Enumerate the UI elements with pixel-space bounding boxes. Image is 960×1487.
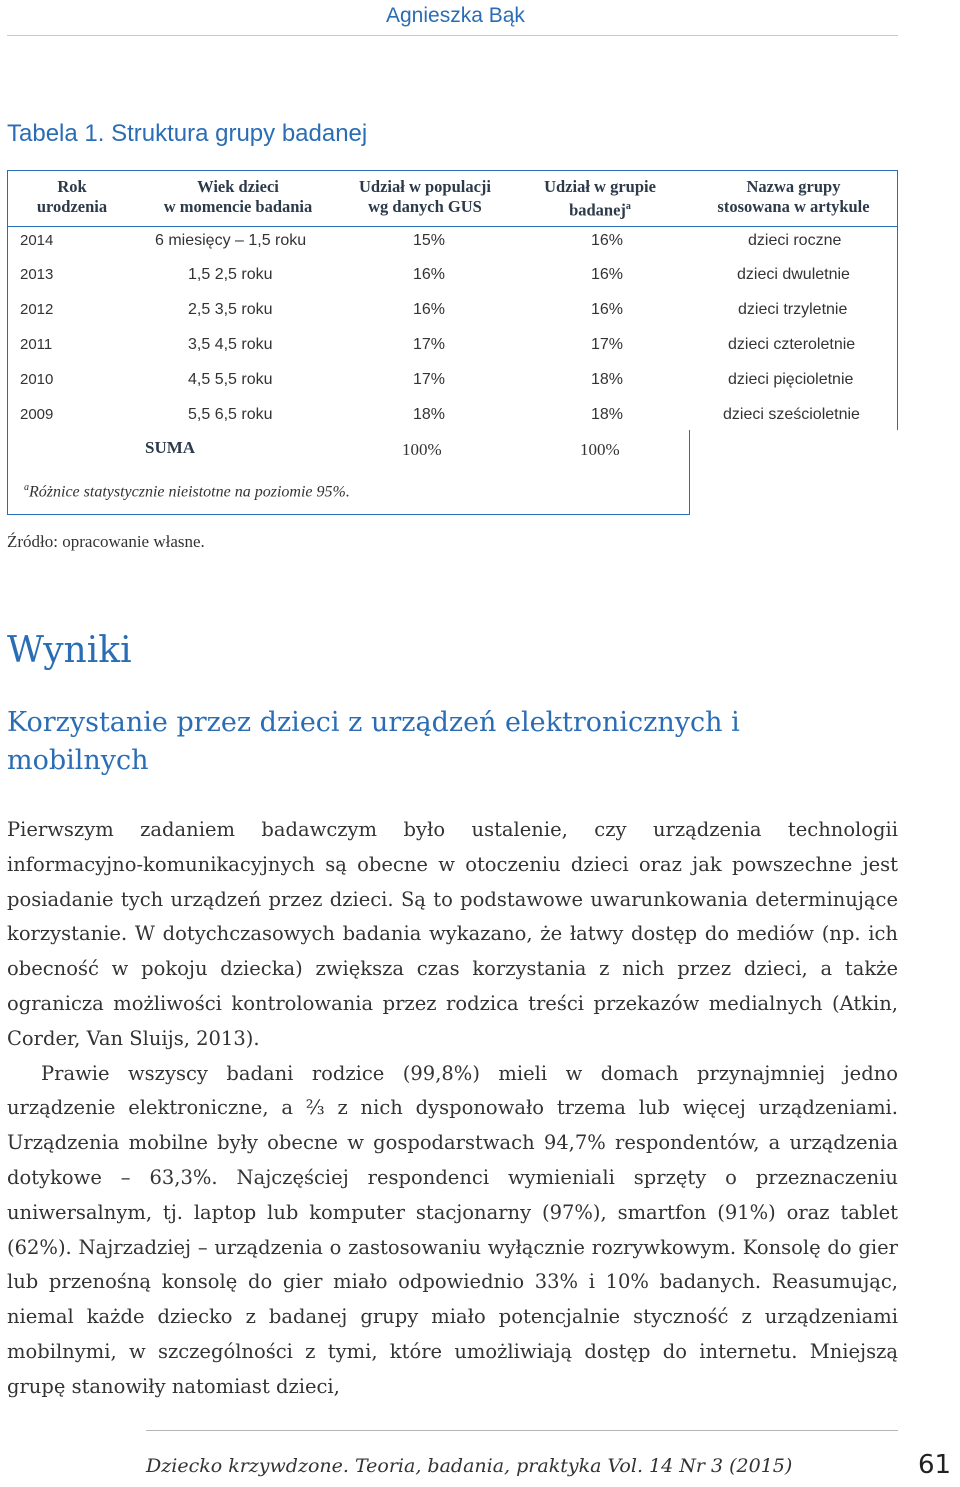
header-cell-group: Udział w grupie badanej$^a$ [544,177,656,220]
table-row: 2014 6 miesięcy – 1,5 roku 15% 16% dzieci roczne [20,232,842,249]
body-text [7,813,898,1405]
table-row: 2011 3,5 4,5 roku 17% 17% dzieci czteroletnie [20,336,856,353]
header-cell-population: Udział w populacji wg danych GUS [358,177,492,216]
table-header [7,170,898,226]
footer-divider [146,1430,898,1431]
header-cell-age: Wiek dzieci w momencie badania [163,177,313,216]
table-title: Tabela 1. Struktura grupy badanej [7,120,368,147]
table-header-divider [7,226,898,227]
table-row: 2013 1,5 2,5 roku 16% 16% dzieci dwuletnie [20,266,850,283]
header-cell-year: Rok urodzenia [36,177,108,216]
page-number: 61 [918,1450,952,1480]
table-sum-population: 100% [402,440,442,459]
running-header-author: Agnieszka Bąk [386,4,525,27]
header-divider [7,35,898,36]
table-row: 2010 4,5 5,5 roku 17% 18% dzieci pięcioletnie [20,371,854,388]
table-row: 2012 2,5 3,5 roku 16% 16% dzieci trzyletnie [20,301,848,318]
table-footnote: $^a$Różnice statystycznie nieistotne na poziomie 95%. [24,482,350,501]
paragraph: Pierwszym zadaniem badawczym było ustalenie, czy urządzenia technologii informacyjno-komunikacyjnych są obecne w otoczeniu dzieci oraz jak powszechne jest posiadanie tych urządzeń przez dzieci. Są to podstawowe uwarunkowania determinujące korzystanie. W dotychczasowych badania wykazano, że łatwy dostęp do mediów (np. ich obecność w pokoju dziecka) zwiększa czas korzystania z nich przez dzieci, a także ogranicza możliwości kontrolowania przez rodzica treści przekazów medialnych (Atkin, Corder, Van Sluijs, 2013). [7,818,898,1050]
section-subheading: Korzystanie przez dzieci z urządzeń elektronicznych i mobilnych [7,707,740,776]
table-row: 2009 5,5 6,5 roku 18% 18% dzieci sześcioletnie [20,406,860,423]
table-sum-label: SUMA [145,438,196,457]
paragraph: Prawie wszyscy badani rodzice (99,8%) mieli w domach przynajmniej jedno urządzenie elektroniczne, a ⅔ z nich dysponowało trzema lub więcej urządzeniami. Urządzenia mobilne były obecne w gospodarstwach 94,7% respondentów, a urządzenia dotykowe – 63,3%. Najczęściej respondenci wymieniali sprzęty o przeznaczeniu uniwersalnym, tj. laptop lub komputer stacjonarny (97%), smartfon (91%) oraz tablet (62%). Najrzadziej – urządzenia o zastosowaniu wyłącznie rozrywkowym. Konsolę do gier lub przenośną konsolę do gier miało odpowiednio 33% i 10% badanych. Reasumując, niemal każde dziecko z badanej grupy miało potencjalnie styczność z urządzeniami mobilnymi, w szczególności z tymi, które umożliwiają dostęp do internetu. Mniejszą grupę stanowiły natomiast dzieci, [7,1061,898,1398]
table-sum-group: 100% [580,440,620,459]
table-source: Źródło: opracowanie własne. [7,532,205,551]
header-cell-name: Nazwa grupy stosowana w artykule [717,177,870,216]
footer-journal: Dziecko krzywdzone. Teoria, badania, praktyka Vol. 14 Nr 3 (2015) [146,1455,793,1477]
section-heading: Wyniki [7,630,132,671]
